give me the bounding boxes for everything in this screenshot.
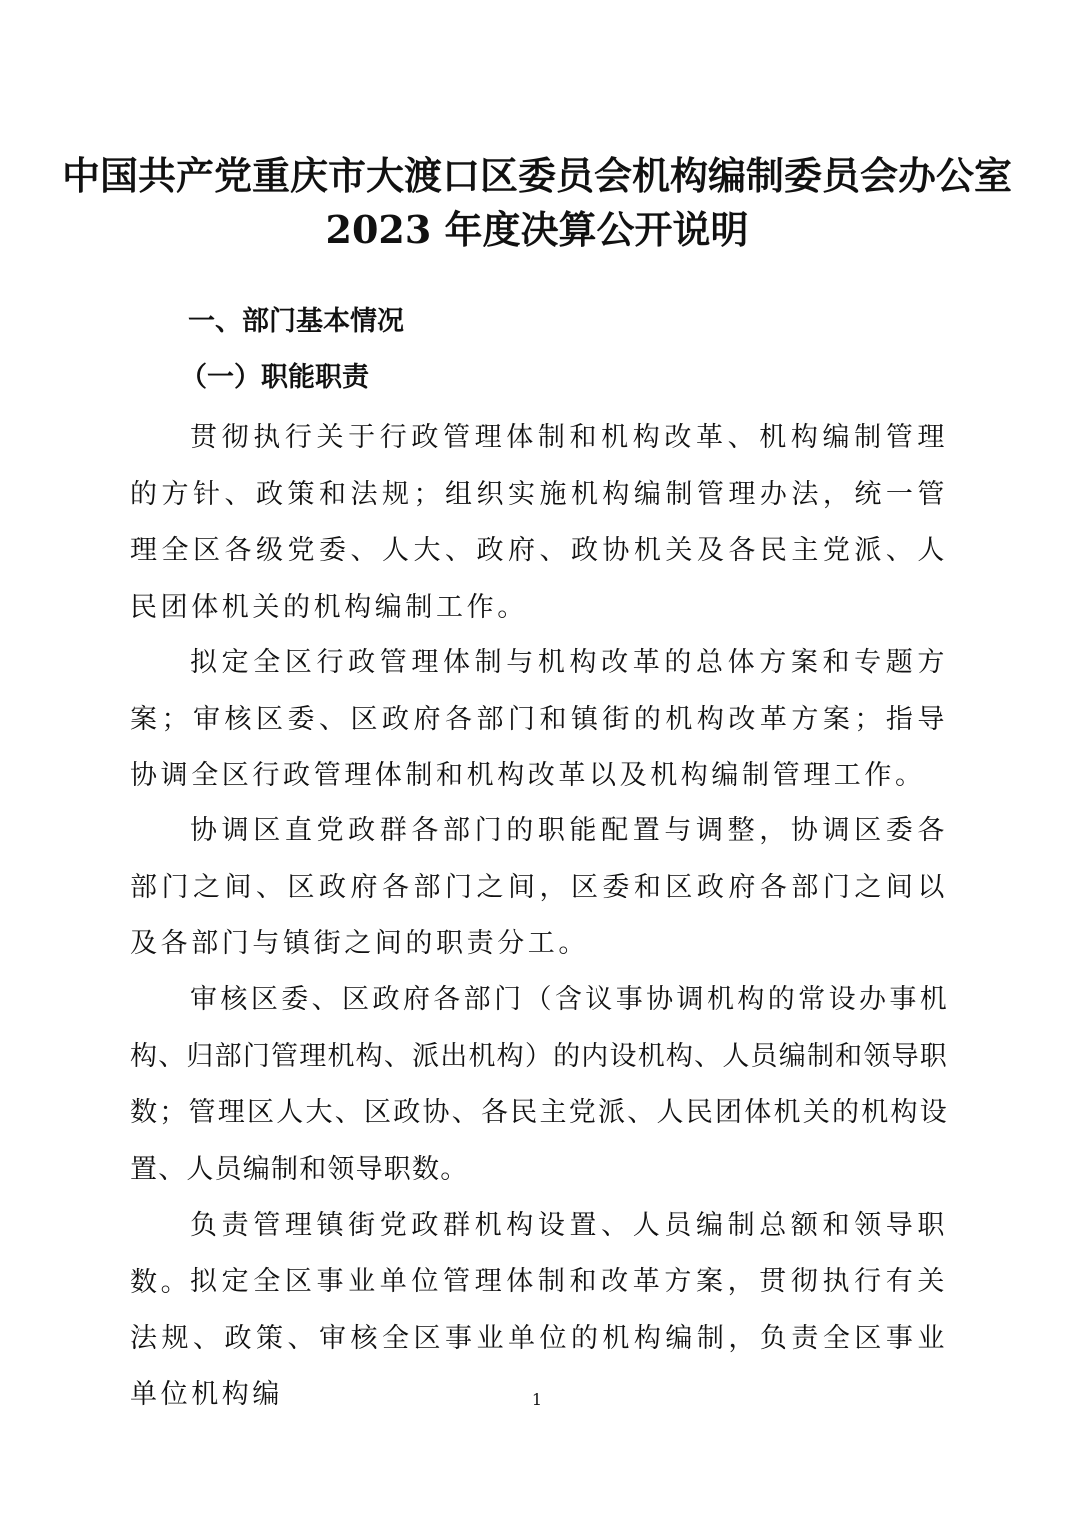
document-title-line-1: 中国共产党重庆市大渡口区委员会机构编制委员会办公室	[61, 153, 1012, 198]
paragraph-3: 协调区直党政群各部门的职能配置与调整，协调区委各部门之间、区政府各部门之间，区委和区政府各部门之间以及各部门与镇街之间的职责分工。	[130, 815, 948, 959]
document-title-line-2: 2023 年度决算公开说明	[325, 207, 749, 252]
paragraph-2: 拟定全区行政管理体制与机构改革的总体方案和专题方案；审核区委、区政府各部门和镇街的机构改革方案；指导协调全区行政管理体制和机构改革以及机构编制管理工作。	[130, 647, 948, 791]
section-heading-basic-info: 一、部门基本情况	[188, 306, 404, 337]
paragraph-4: 审核区委、区政府各部门（含议事协调机构的常设办事机构、归部门管理机构、派出机构）的内设机构、人员编制和领导职数；管理区人大、区政协、各民主党派、人民团体机关的机构设置、人员编制和领导职数。	[130, 984, 948, 1185]
subsection-heading-functions: （一）职能职责	[180, 362, 369, 393]
paragraph-5: 负责管理镇街党政群机构设置、人员编制总额和领导职数。	[130, 1210, 948, 1298]
page-number: 1	[531, 1390, 543, 1409]
paragraph-1: 贯彻执行关于行政管理体制和机构改革、机构编制管理的方针、政策和法规；组织实施机构编制管理办法，统一管理全区各级党委、人大、政府、政协机关及各民主党派、人民团体机关的机构编制工作。	[130, 422, 948, 623]
paragraph-6: 拟定全区事业单位管理体制和改革方案，贯彻执行有关法规、政策、审核全区事业单位的机构编制，负责全区事业单位机构编	[130, 1266, 948, 1410]
